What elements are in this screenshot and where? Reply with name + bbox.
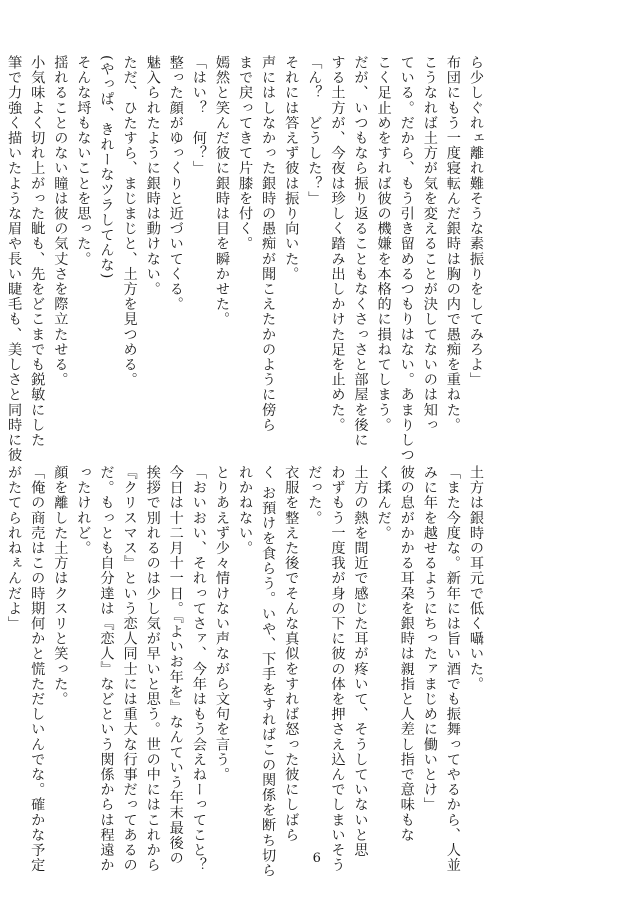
text-line: それには答えず彼は振り向いた。 — [283, 55, 300, 282]
page-number: 6 — [312, 851, 322, 866]
text-line: 揺れることのない瞳は彼の気丈さを際立たせる。 — [52, 55, 69, 388]
text-line: ら少しぐれェ離れ難そうな素振りをしてみろよ」 — [468, 55, 484, 388]
text-line: 衣服を整えた後でそんな真似をすれば怒った彼にしばら — [283, 465, 300, 843]
text-line: みに年を越せるようにちったァまじめに働いとけ」 — [421, 465, 438, 813]
text-line: 彼の息がかかる耳朶を銀時は親指と人差し指で意味もな — [398, 465, 415, 843]
text-line: 魅入られたように銀時は動けない。 — [144, 55, 161, 297]
text-line: ている。だから、もう引き留めるつもりはない。あまりしつ — [398, 55, 415, 463]
text-line: れかねない。 — [237, 465, 254, 556]
text-line: 土方の熱を間近で感じた耳が疼いて、そうしていないと思 — [352, 465, 369, 858]
text-line: 「おいおい、それってさァ、今年はもう会えねーってこと？ — [190, 465, 207, 873]
text-line: わずもう一度我が身の下に彼の体を押さえ込んでしまいそう — [329, 465, 346, 873]
text-line: そんな埒もないことを思った。 — [75, 55, 92, 267]
text-line: 筆で力強く描いたような眉や長い睫毛も、美しさと同時に彼 — [6, 55, 23, 463]
text-line: ただ、ひたすら、まじまじと、土方を見つめる。 — [121, 55, 138, 388]
text-line: 顔を離した土方はクスリと笑った。 — [52, 465, 69, 707]
text-line: 布団にもう一度寝転んだ銀時は胸の内で愚痴を重ねた。 — [444, 55, 461, 433]
text-line: 「俺の商売はこの時期何かと慌ただしいんでな。確かな予定 — [29, 465, 46, 873]
text-line: だが、いつもなら振り返ることもなくさっさと部屋を後に — [352, 55, 369, 448]
text-line: する土方が、今夜は珍しく踏み出しかけた足を止めた。 — [329, 55, 346, 433]
text-line: 整った顔がゆっくりと近づいてくる。 — [167, 55, 184, 312]
text-line: こく足止めをすれば彼の機嫌を本格的に損ねてしまう。 — [375, 55, 392, 433]
text-line: 挨拶で別れるのは少し気が早いと思う。世の中にはこれから — [144, 465, 161, 873]
text-line: 小気味よく切れ上がった眦も、先をどこまでも鋭敏にした — [29, 55, 46, 448]
text-line: ったけれど。 — [75, 465, 92, 556]
text-line: だ。もっとも自分達は『恋人』などという関係からは程遠か — [98, 465, 115, 873]
upper-text-tier — [6, 55, 487, 463]
text-line: 『クリスマス』という恋人同士には重大な行事だってあるの — [121, 465, 138, 873]
text-line: 「また今度な。新年には旨い酒でも振舞ってやるから、人並 — [444, 465, 461, 873]
text-line: 土方は銀時の耳元で低く囁いた。 — [468, 465, 484, 692]
text-line: 声にはしなかった銀時の愚痴が聞こえたかのように傍ら — [260, 55, 277, 433]
text-line: とりあえず少々情けない声ながら文句を言う。 — [213, 465, 230, 783]
text-line: まで戻ってきて片膝を付く。 — [237, 55, 254, 252]
text-line: く お預けを食らう。いや、下手をすればこの関係を断ち切ら — [260, 465, 277, 879]
text-line: 「ん？ どうした？」 — [306, 55, 323, 206]
text-line: 今日は十二月十一日。『よいお年を』なんていう年末最後の — [167, 465, 184, 866]
lower-text-tier — [6, 465, 487, 879]
text-line — [0, 465, 2, 835]
text-line: がたてられねぇんだよ」 — [6, 465, 23, 632]
text-line: (やっぱ、きれーなツラしてんな) — [98, 55, 115, 280]
text-line: く揉んだ。 — [375, 465, 392, 541]
text-line: こうなれば土方が気を変えることが決してないのは知っ — [421, 55, 438, 433]
text-line: 「はい？ 何？」 — [190, 55, 207, 176]
text-line: 嫣然と笑んだ彼に銀時は目を瞬かせた。 — [213, 55, 230, 327]
text-line: だった。 — [306, 465, 323, 526]
